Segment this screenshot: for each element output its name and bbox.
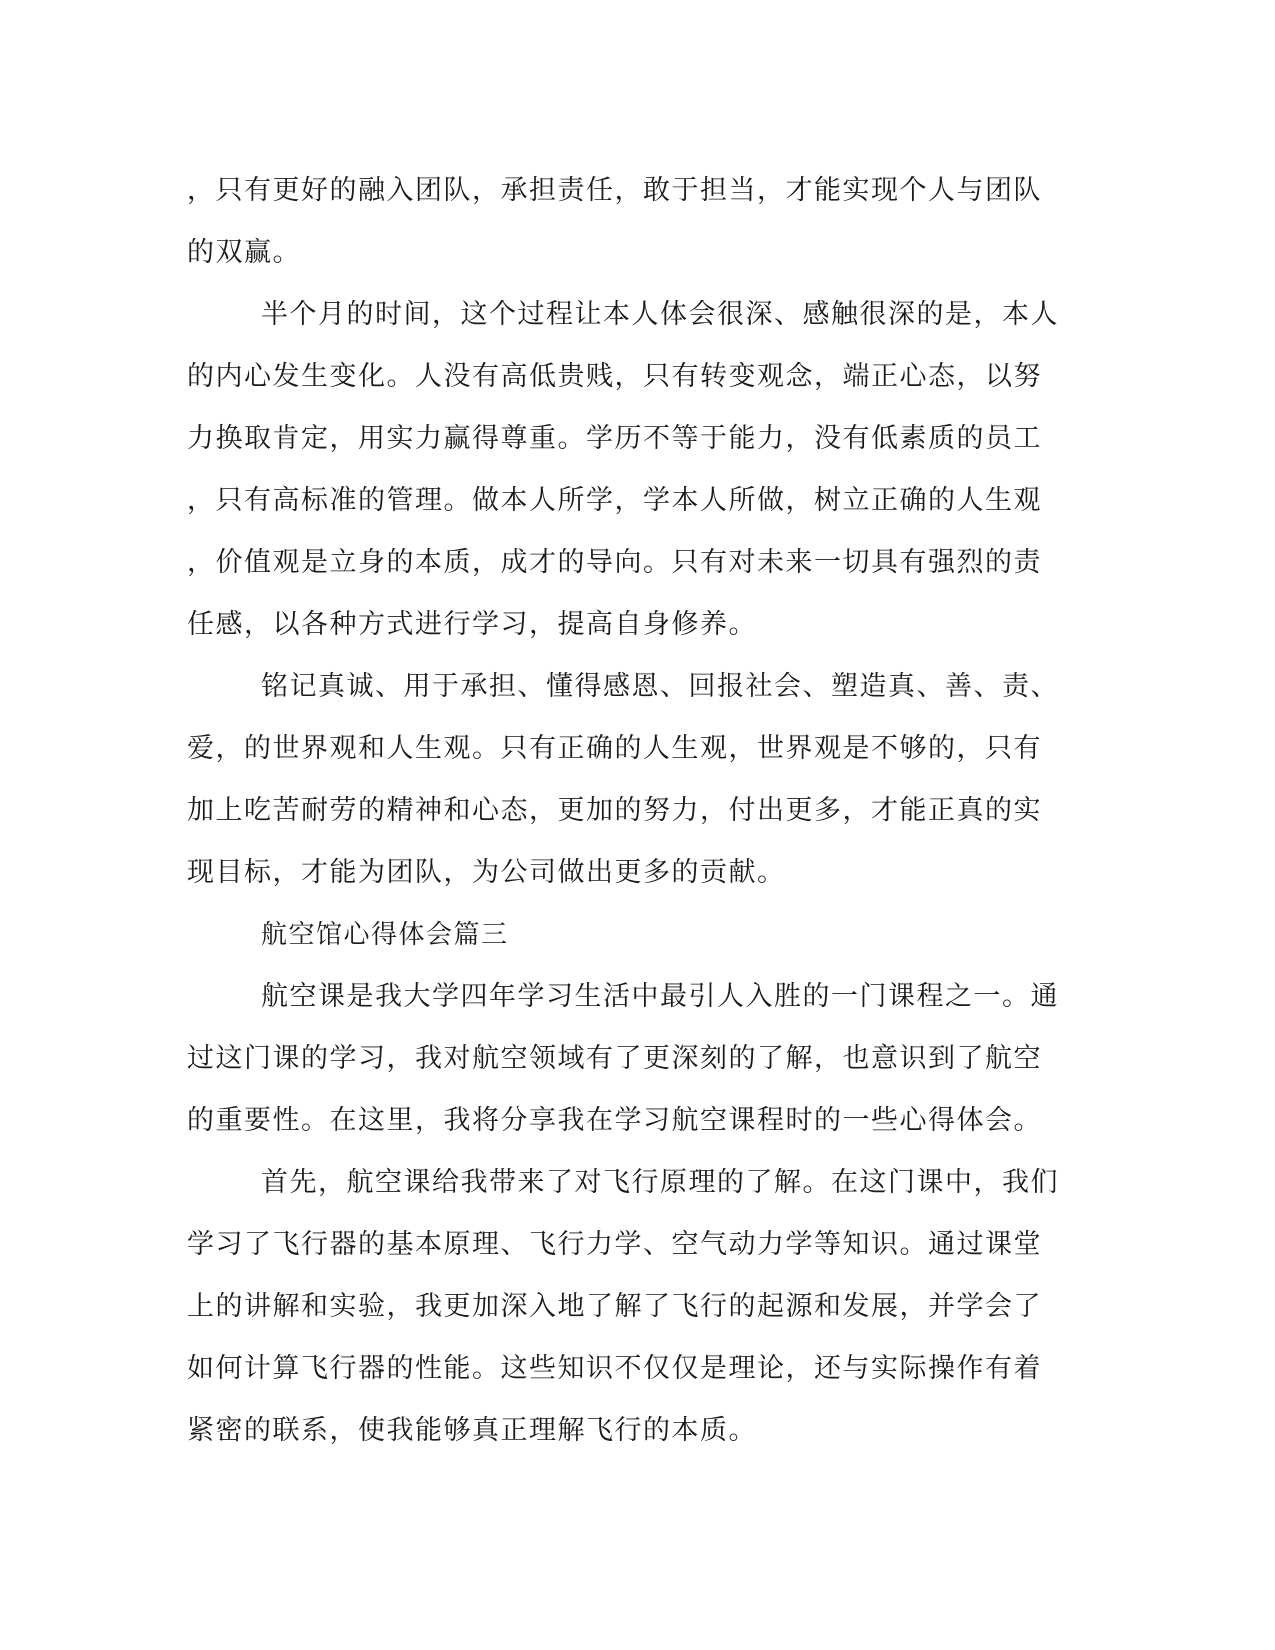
paragraph-start-line: 首先，航空课给我带来了对飞行原理的了解。在这门课中，我们	[261, 1167, 1059, 1198]
text-line: 紧密的联系，使我能够真正理解飞行的本质。	[187, 1415, 757, 1446]
text-line: 力换取肯定，用实力赢得尊重。学历不等于能力，没有低素质的员工	[187, 423, 1042, 454]
paragraph-start-line: 铭记真诚、用于承担、懂得感恩、回报社会、塑造真、善、责、	[261, 671, 1059, 702]
document-body	[187, 160, 1087, 1462]
text-line: 学习了飞行器的基本原理、飞行力学、空气动力学等知识。通过课堂	[187, 1229, 1042, 1260]
text-line: 任感，以各种方式进行学习，提高自身修养。	[187, 609, 757, 640]
text-line: ，只有高标准的管理。做本人所学，学本人所做，树立正确的人生观	[187, 485, 1042, 516]
text-line: 爱，的世界观和人生观。只有正确的人生观，世界观是不够的，只有	[187, 733, 1042, 764]
text-line: 现目标，才能为团队，为公司做出更多的贡献。	[187, 857, 786, 888]
paragraph-start-line: 航空课是我大学四年学习生活中最引人入胜的一门课程之一。通	[261, 981, 1059, 1012]
text-line: 如何计算飞行器的性能。这些知识不仅仅是理论，还与实际操作有着	[187, 1353, 1042, 1384]
paragraph-start-line: 半个月的时间，这个过程让本人体会很深、感触很深的是，本人	[261, 299, 1059, 330]
text-line: ，价值观是立身的本质，成才的导向。只有对未来一切具有强烈的责	[187, 547, 1042, 578]
section-heading: 航空馆心得体会篇三	[261, 920, 509, 950]
text-line: 加上吃苦耐劳的精神和心态，更加的努力，付出更多，才能正真的实	[187, 795, 1042, 826]
text-line: 的重要性。在这里，我将分享我在学习航空课程时的一些心得体会。	[187, 1105, 1042, 1136]
text-line: ，只有更好的融入团队，承担责任，敢于担当，才能实现个人与团队	[187, 175, 1042, 206]
text-line: 过这门课的学习，我对航空领域有了更深刻的了解，也意识到了航空	[187, 1043, 1042, 1074]
text-line: 上的讲解和实验，我更加深入地了解了飞行的起源和发展，并学会了	[187, 1291, 1042, 1322]
text-line: 的双赢。	[187, 237, 301, 268]
text-line: 的内心发生变化。人没有高低贵贱，只有转变观念，端正心态，以努	[187, 361, 1042, 392]
